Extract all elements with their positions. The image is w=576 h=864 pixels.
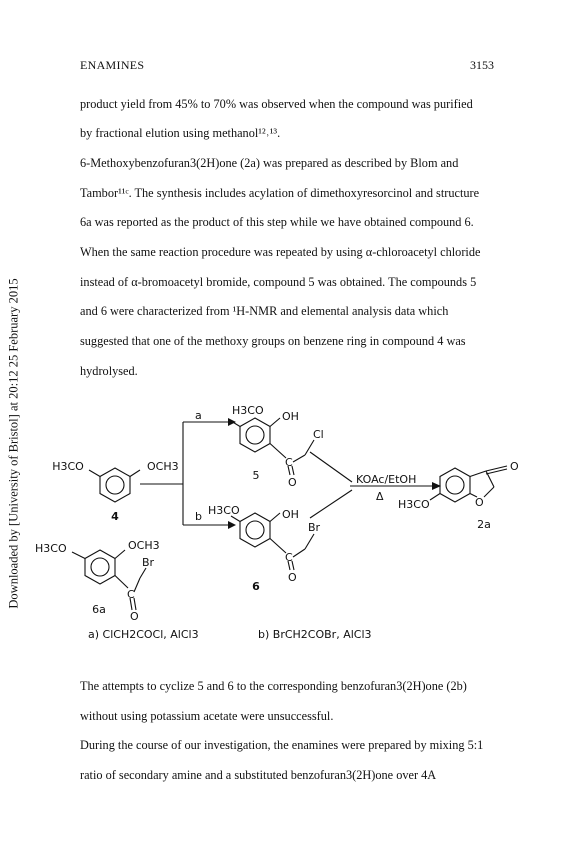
cmpd2a-ome: H3CO [398, 498, 430, 511]
cmpd5-oh: OH [282, 410, 299, 423]
cmpd6a-halogen: Br [142, 556, 155, 569]
cmpd6-carbonyl-o: O [288, 571, 297, 584]
cmpd2a-label: 2a [477, 518, 491, 531]
condition-b: b) BrCH2COBr, AlCl3 [258, 628, 372, 641]
benzene-ring-5 [240, 418, 270, 452]
cmpd6a-carbonyl-o: O [130, 610, 139, 623]
cmpd6-carbonyl-c: C [285, 551, 293, 564]
paragraph-line: Tambor¹¹ᶜ. The synthesis includes acylation of dimethoxyresorcinol and structure [80, 186, 480, 200]
page-number: 3153 [470, 58, 494, 72]
cmpd6a-carbonyl-c: C [127, 588, 135, 601]
paragraph-line: ratio of secondary amine and a substituted benzofuran3(2H)one over 4A [80, 768, 437, 782]
cmpd6-label: 6 [252, 580, 260, 593]
paragraph-line: and 6 were characterized from ¹H-NMR and elemental analysis data which [80, 304, 449, 318]
benzene-ring-4 [100, 468, 130, 502]
cmpd5-label: 5 [252, 469, 260, 482]
paragraph-line: 6-Methoxybenzofuran3(2H)one (2a) was prepared as described by Blom and [80, 156, 459, 170]
benzene-ring-6 [240, 513, 270, 547]
paragraph-line: without using potassium acetate were unsuccessful. [80, 709, 334, 723]
cmpd6a-label: 6a [92, 603, 106, 616]
paragraph-line: by fractional elution using methanol¹²˒¹³. [80, 126, 281, 140]
cmpd2a-carbonyl-o: O [510, 460, 519, 473]
condition-a: a) ClCH2COCl, AlCl3 [88, 628, 199, 641]
cmpd6-oh: OH [282, 508, 299, 521]
cmpd4-sub-left: H3CO [52, 460, 84, 473]
cmpd6a-ome2: OCH3 [128, 539, 160, 552]
reaction-scheme [0, 400, 576, 660]
cmpd4-label: 4 [111, 510, 119, 523]
benzene-ring-6a [85, 550, 115, 584]
cmpd5-carbonyl-o: O [288, 476, 297, 489]
paragraph-line: suggested that one of the methoxy groups on benzene ring in compound 4 was [80, 334, 466, 348]
paragraph-line: When the same reaction procedure was repeated by using α-chloroacetyl chloride [80, 245, 481, 259]
cmpd5-ome: H3CO [232, 404, 264, 417]
download-watermark: Downloaded by [University of Bristol] at 20:12 25 February 2015 [6, 278, 21, 609]
paragraph-line: product yield from 45% to 70% was observed when the compound was purified [80, 97, 473, 111]
benzene-ring-2a [440, 468, 470, 502]
reagent-koac: KOAc/EtOH [356, 473, 417, 486]
paragraph-line: hydrolysed. [80, 364, 138, 378]
cmpd6-ome: H3CO [208, 504, 240, 517]
route-b-label: b [195, 510, 202, 523]
cmpd6a-ome: H3CO [35, 542, 67, 555]
paragraph-line: The attempts to cyclize 5 and 6 to the corresponding benzofuran3(2H)one (2b) [80, 679, 467, 693]
cmpd4-sub-right: OCH3 [147, 460, 179, 473]
cmpd5-halogen: Cl [313, 428, 324, 441]
paragraph-line: During the course of our investigation, the enamines were prepared by mixing 5:1 [80, 738, 484, 752]
paragraph-line: 6a was reported as the product of this step while we have obtained compound 6. [80, 215, 474, 229]
cmpd2a-ring-o: O [475, 496, 484, 509]
running-title: ENAMINES [80, 58, 145, 72]
cmpd6-halogen: Br [308, 521, 321, 534]
cmpd5-carbonyl-c: C [285, 456, 293, 469]
paragraph-line: instead of α-bromoacetyl bromide, compound 5 was obtained. The compounds 5 [80, 275, 477, 289]
reagent-heat: Δ [376, 490, 384, 503]
route-a-label: a [195, 409, 202, 422]
